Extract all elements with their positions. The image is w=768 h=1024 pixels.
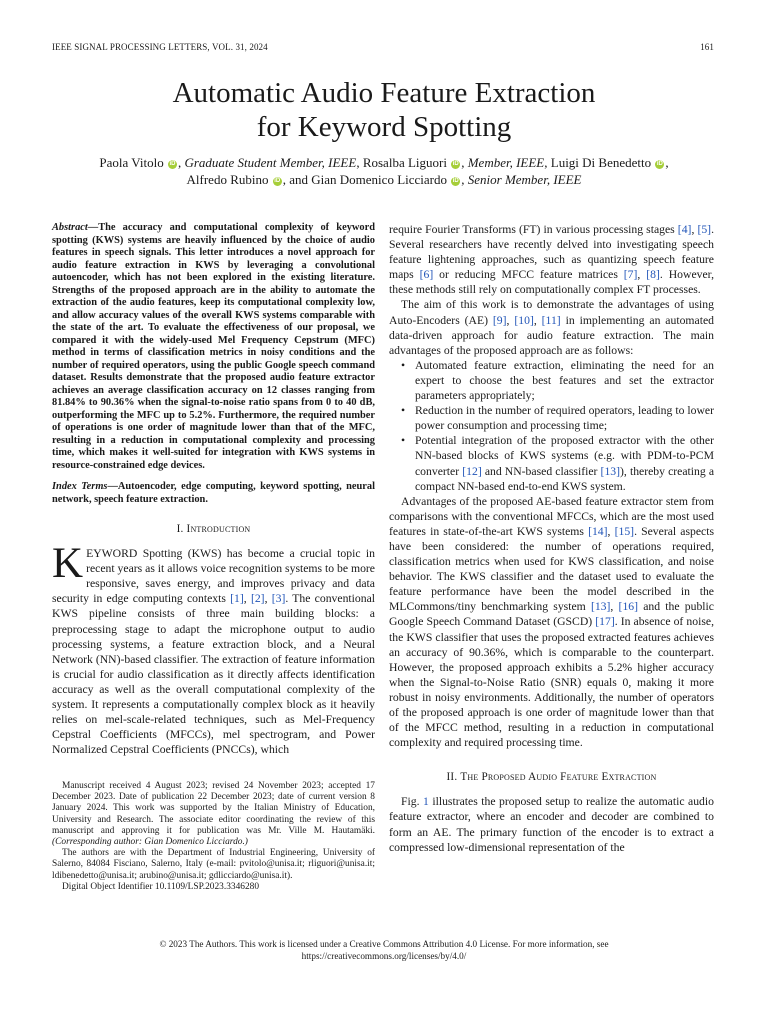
citation-link[interactable]: [7] xyxy=(623,268,638,282)
page-number: 161 xyxy=(700,42,714,52)
author-name: Rosalba Liguori xyxy=(362,155,447,170)
index-terms-lead: Index Terms xyxy=(52,481,108,492)
corresponding-author: (Corresponding author: Gian Domenico Licciardo.) xyxy=(52,837,248,848)
text-run: or reducing MFCC feature matrices xyxy=(433,268,624,282)
text-run: Automated feature extraction, eliminating the need for an expert to choose the best features and set the extractor parameters appropriately; xyxy=(415,358,714,403)
citation-link[interactable]: [17] xyxy=(595,615,615,629)
text-run: and the public Google Speech Command Dataset (GSCD) xyxy=(389,600,714,629)
list-item xyxy=(389,433,714,493)
intro-paragraph xyxy=(52,540,376,757)
title-line-1: Automatic Audio Feature Extraction xyxy=(172,77,596,109)
text-run: , xyxy=(533,313,542,327)
paragraph xyxy=(389,494,714,751)
text-run: , xyxy=(243,592,251,606)
author-role: Senior Member, IEEE xyxy=(467,172,582,187)
text-run: , xyxy=(610,600,619,614)
citation-link[interactable]: [15] xyxy=(614,524,635,538)
index-terms-text: —Autoencoder, edge computing, keyword spotting, neural network, speech feature extraction. xyxy=(52,481,375,505)
text-run: require Fourier Transforms (FT) in various processing stages xyxy=(389,223,678,236)
abstract-lead: Abstract xyxy=(52,222,88,233)
orcid-icon[interactable]: iD xyxy=(452,178,459,184)
author-role: Member, IEEE xyxy=(467,155,545,170)
citation-link[interactable]: [8] xyxy=(646,268,660,282)
index-terms xyxy=(52,481,375,506)
section-heading-introduction xyxy=(52,522,375,537)
text-run: , xyxy=(607,524,615,538)
text-run: . Several researchers have recently delved into investigating speech feature lightening approaches, such as quantizing speech feature maps xyxy=(389,223,714,282)
section-heading-proposed xyxy=(389,770,714,785)
citation-link[interactable]: [14] xyxy=(588,524,608,538)
citation-link[interactable]: [10] xyxy=(514,313,534,327)
author-name: Alfredo Rubino xyxy=(186,172,269,187)
footnote xyxy=(52,781,375,893)
license-notice xyxy=(0,939,768,962)
text-run: , xyxy=(506,313,515,327)
author-list: Paola Vitolo iD , Graduate Student Member, IEEE, Rosalba Liguori iD , Member, IEEE, Luigi Di Benedetto iD , Alfredo Rubino iD , and Gian Domenico Licciardo iD , Senior Member, IEEE xyxy=(99,155,669,187)
citation-link[interactable]: 1 xyxy=(423,795,429,809)
journal-name: IEEE SIGNAL PROCESSING LETTERS, VOL. 31, 2024 xyxy=(52,42,268,52)
author-name: Paola Vitolo xyxy=(99,155,164,170)
citation-link[interactable]: [16] xyxy=(618,600,639,614)
text-run: EYWORD Spotting (KWS) has become a crucial topic in recent years as it allows voice recognition systems to be more responsive, saves energy, and improves privacy and data security in edge computing contexts xyxy=(52,547,375,606)
advantages-list xyxy=(389,358,714,494)
footnote-received xyxy=(52,781,375,848)
text-run: The aim of this work is to demonstrate the advantages of using Auto-Encoders (AE) xyxy=(389,298,714,327)
orcid-icon[interactable]: iD xyxy=(169,161,176,167)
running-header xyxy=(52,42,714,52)
text-run: , xyxy=(264,592,272,606)
text-run: . Several aspects have been considered: the number of operations required, classification metrics when used for KWS classification, and noise behavior. The KWS classifier and the dataset used to evaluate the feature performance have been the model described in the MLCommons/tiny benchmarking system xyxy=(389,524,715,614)
footnote-doi: Digital Object Identifier 10.1109/LSP.2023.3346280 xyxy=(62,881,260,892)
citation-link[interactable]: [3] xyxy=(271,592,286,606)
text-run: ), thereby creating a compact NN-based end-to-end KWS system. xyxy=(415,464,715,493)
author-name: Luigi Di Benedetto xyxy=(550,155,652,170)
citation-link[interactable]: [1] xyxy=(230,592,244,606)
citation-link[interactable]: [6] xyxy=(419,268,434,282)
section-title: The Proposed Audio Feature Extraction xyxy=(460,771,657,784)
text-run: , xyxy=(637,268,647,282)
drop-cap: K xyxy=(52,540,84,588)
citation-link[interactable]: [4] xyxy=(677,223,692,236)
section-title: Introduction xyxy=(186,523,251,535)
text-run: Reduction in the number of required operators, leading to lower power consumption and processing time; xyxy=(415,404,714,433)
text-run: Fig. xyxy=(401,795,423,809)
paragraph xyxy=(389,794,714,854)
license-url[interactable]: https://creativecommons.org/licenses/by/4.0/ xyxy=(301,950,467,961)
text-run: illustrates the proposed setup to realize the automatic audio feature extractor, where an encoder and decoder are combined to form an AE. The primary function of the encoder is to extract a compressed low-dimensional representation of the xyxy=(389,795,714,854)
text-run: . The conventional KWS pipeline consists of three main building blocks: a preprocessing stage to adapt the microphone output to audio processing systems, a feature extraction block, and a Neural Network (NN)-based classifier. The extraction of feature information is crucial for audio classification as it directly affects identification accuracy as well as the overall computational complexity of the system. It represents a computationally complex block as it heavily relies on mel-scale-related techniques, such as Mel-Frequency Cepstral Coefficients (MFCCs), mel spectrogram, and Power Normalized Cepstral Coefficients (PNCCs), which xyxy=(52,592,376,757)
section-numeral: II. xyxy=(446,771,458,784)
abstract xyxy=(52,222,375,472)
orcid-icon[interactable]: iD xyxy=(656,161,663,167)
citation-link[interactable]: [2] xyxy=(250,592,265,606)
citation-link[interactable]: [11] xyxy=(541,313,561,327)
author-role: Graduate Student Member, IEEE xyxy=(184,155,357,170)
section-numeral: I. xyxy=(176,523,184,535)
abstract-text: —The accuracy and computational complexity of keyword spotting (KWS) systems are heavily influenced by the choice of audio features in speech signals. This letter introduces a novel approach for audio feature extraction in KWS by leveraging a convolutional autoencoder, which has not been explored in the existing literature. Strengths of the proposed approach are in the ability to automate the extraction of the audio features, keep its computational complexity low, and allow accuracy values of the overall KWS systems comparable with the state of the art. To evaluate the effectiveness of our proposal, we compared it with the widely-used Mel Frequency Cepstrum (MFC) method in terms of classification metrics in noisy conditions and the number of required operators, using the public Google speech command dataset. Results demonstrate that the proposed audio feature extractor achieves an average classification accuracy on 12 classes ranging from 81.84% to 90.36% when the signal-to-noise ratio spans from 0 to 40 dB, outperforming the MFC up to 5.2%. Furthermore, the required number of operations is one order of magnitude lower than that of the MFC, resulting in a reduction in computational complexity and processing time, which makes it well-suited for integration with KWS systems in resource-constrained edge devices. xyxy=(52,222,375,471)
title-line-2: for Keyword Spotting xyxy=(256,111,512,143)
text-run: , xyxy=(691,223,698,236)
citation-link[interactable]: [9] xyxy=(492,313,507,327)
footnote-received-text: Manuscript received 4 August 2023; revised 24 November 2023; accepted 17 December 2023. Date of publication 22 December 2023; date of current version 8 January 2024. This work was supported by the Italian Ministry of Education, University and Research. The associate editor coordinating the review of this manuscript and approving it for publication was Mr. Ville M. Hautamäki. xyxy=(52,781,375,836)
text-run: in implementing an automated data-driven approach for audio feature extraction. The main advantages of the proposed approach are as follows: xyxy=(389,313,714,357)
text-run: Advantages of the proposed AE-based feature extractor stem from comparisons with the conventional MFCCs, which are the most used features in state-of-the-art KWS systems xyxy=(389,494,714,538)
text-run: Potential integration of the proposed extractor with the other NN-based blocks of KWS systems (e.g. with PDM-to-PCM converter xyxy=(415,434,714,478)
citation-link[interactable]: [12] xyxy=(462,464,482,478)
left-column xyxy=(52,222,375,757)
author-name: Gian Domenico Licciardo xyxy=(311,172,447,187)
license-text: © 2023 The Authors. This work is licensed under a Creative Commons Attribution 4.0 License. For more information, see xyxy=(159,939,609,949)
orcid-icon[interactable]: iD xyxy=(452,161,459,167)
list-item xyxy=(389,358,714,403)
paragraph xyxy=(389,297,714,357)
list-item xyxy=(389,403,714,433)
right-column xyxy=(389,222,714,855)
orcid-icon[interactable]: iD xyxy=(274,178,281,184)
footnote-affiliation: The authors are with the Department of Industrial Engineering, University of Salerno, 84084 Fisciano, Salerno, Italy (e-mail: pvitolo@unisa.it; rliguori@unisa.it; ldibenedetto@unisa.it; arubino@unisa.it; gdlicciardo@unisa.it). xyxy=(52,848,375,881)
text-run: . In absence of noise, the KWS classifier that uses the proposed extracted features achieves an accuracy of 90.36%, which is comparable to the counterpart. However, the proposed approach exhibits a 5.2% higher accuracy when the Signal-to-Noise Ratio (SNR) equals 0, making it more robust in noisy environments. Additionally, the number of operators of the proposed approach is one order of magnitude lower than that of the MFCC method, resulting in a reduction in computational complexity and required processing time. xyxy=(389,615,714,750)
paper-title xyxy=(0,76,768,144)
citation-link[interactable]: [5] xyxy=(697,223,712,236)
paragraph xyxy=(389,222,714,297)
citation-link[interactable]: [13] xyxy=(590,600,611,614)
text-run: . However, these methods still rely on computationally complex FT processes. xyxy=(389,268,715,297)
citation-link[interactable]: [13] xyxy=(600,464,621,478)
text-run: and NN-based classifier xyxy=(481,464,601,478)
